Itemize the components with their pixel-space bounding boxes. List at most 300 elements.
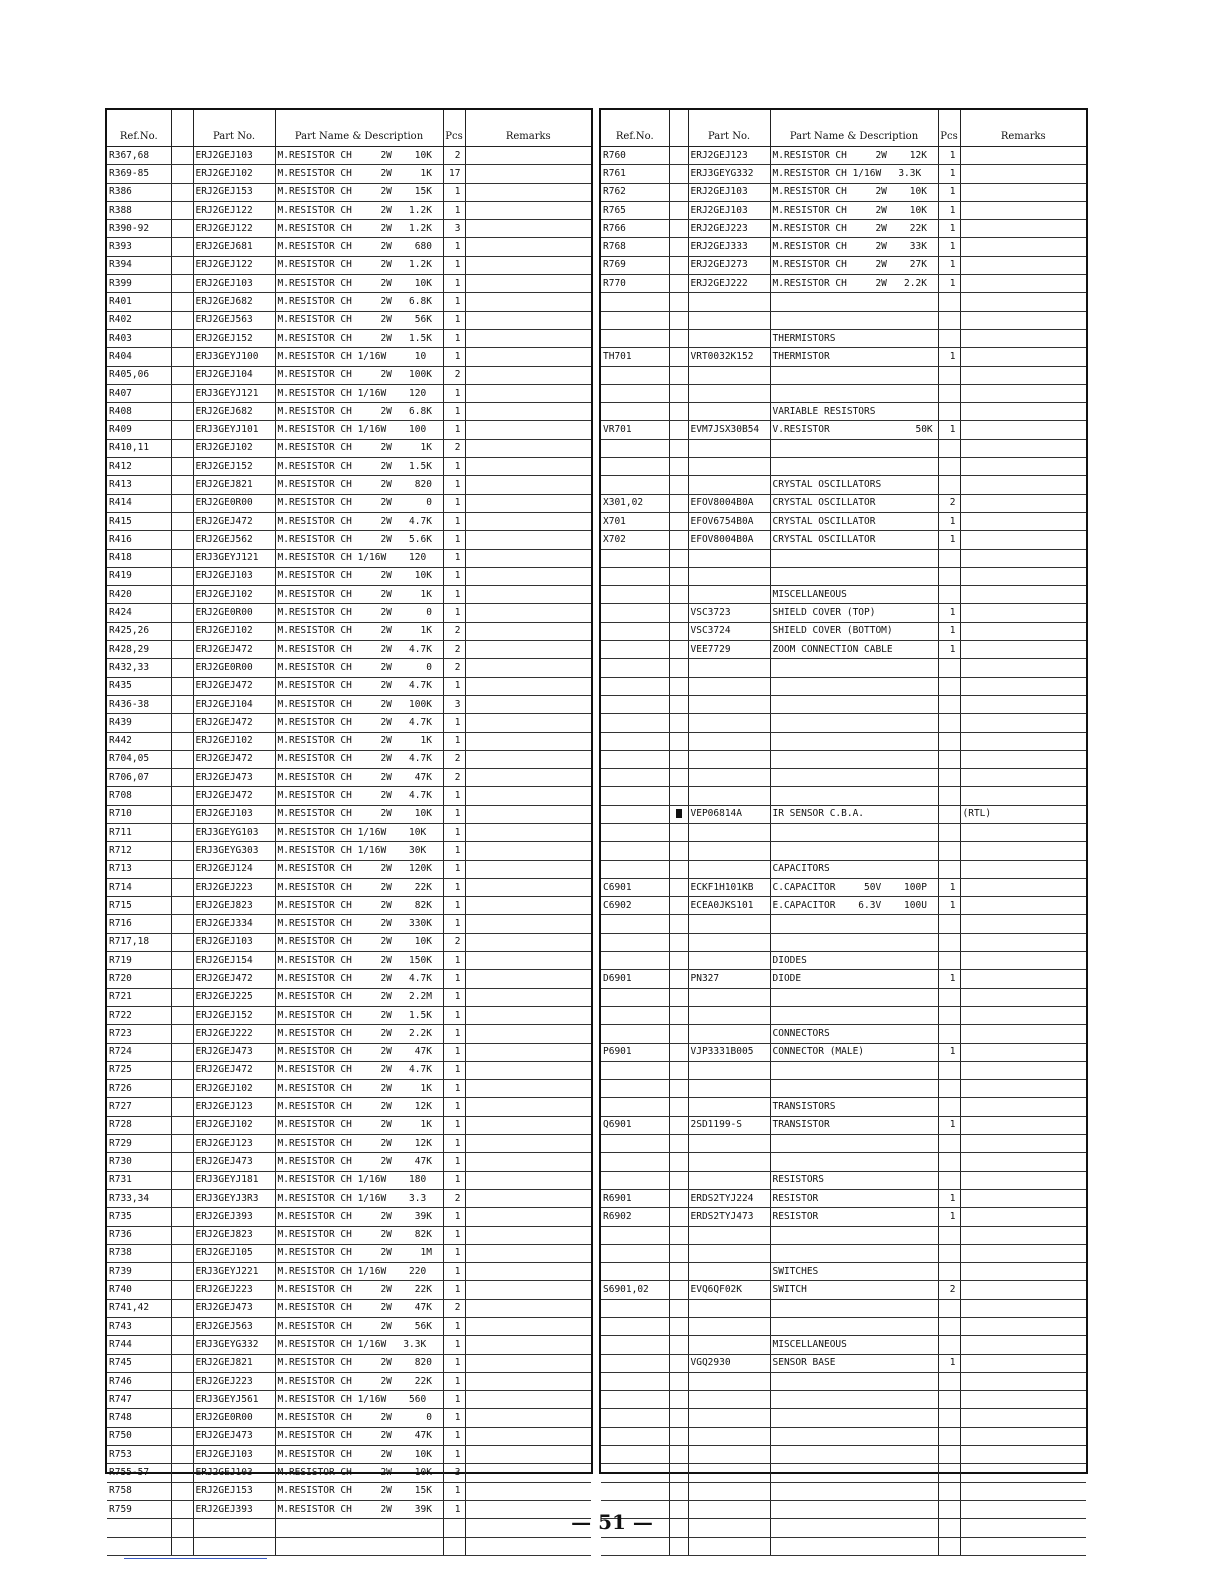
cell-part-no: ERJ2GEJ823: [193, 1226, 275, 1244]
cell-mark: [171, 1025, 193, 1043]
cell-pcs: [938, 988, 960, 1006]
table-row: [601, 1080, 1086, 1098]
cell-description: M.RESISTOR CH 2W 56K: [275, 311, 443, 329]
cell-description: M.RESISTOR CH 1/16W 560: [275, 1391, 443, 1409]
cell-remarks: [465, 384, 591, 402]
cell-part-no: ERJ2GEJ154: [193, 952, 275, 970]
cell-part-no: [688, 329, 770, 347]
cell-mark: [669, 915, 688, 933]
table-row: [107, 1281, 591, 1299]
table-row: [601, 1409, 1086, 1427]
cell-mark: [669, 1208, 688, 1226]
cell-pcs: 1: [443, 878, 465, 896]
cell-mark: [171, 1318, 193, 1336]
cell-ref-no: R432,33: [107, 659, 171, 677]
cell-ref-no: [601, 842, 669, 860]
cell-description: M.RESISTOR CH 2W 22K: [770, 220, 938, 238]
cell-mark: [171, 842, 193, 860]
cell-pcs: [938, 293, 960, 311]
cell-pcs: [938, 1025, 960, 1043]
cell-remarks: [960, 970, 1086, 988]
cell-part-no: ERJ2GEJ223: [688, 220, 770, 238]
cell-ref-no: R720: [107, 970, 171, 988]
cell-part-no: ERJ2GE0R00: [193, 604, 275, 622]
cell-ref-no: R412: [107, 458, 171, 476]
cell-description: M.RESISTOR CH 2W 1M: [275, 1244, 443, 1262]
cell-ref-no: [601, 769, 669, 787]
cell-mark: [171, 256, 193, 274]
cell-mark: [669, 805, 688, 823]
table-row: [601, 238, 1086, 256]
cell-ref-no: R728: [107, 1116, 171, 1134]
cell-pcs: [938, 1537, 960, 1555]
cell-description: M.RESISTOR CH 2W 22K: [275, 878, 443, 896]
cell-ref-no: [601, 860, 669, 878]
cell-part-no: VEE7729: [688, 641, 770, 659]
cell-ref-no: [601, 750, 669, 768]
cell-part-no: ERJ2GEJ472: [193, 512, 275, 530]
cell-pcs: 1: [938, 256, 960, 274]
table-row: [601, 275, 1086, 293]
cell-ref-no: C6902: [601, 897, 669, 915]
cell-pcs: [938, 769, 960, 787]
cell-description: M.RESISTOR CH 2W 4.7K: [275, 1061, 443, 1079]
cell-description: M.RESISTOR CH 2W 47K: [275, 1299, 443, 1317]
cell-mark: [171, 293, 193, 311]
cell-part-no: EFOV8004B0A: [688, 494, 770, 512]
cell-pcs: 2: [938, 494, 960, 512]
cell-ref-no: [601, 952, 669, 970]
cell-remarks: [465, 586, 591, 604]
cell-remarks: [960, 293, 1086, 311]
cell-pcs: 1: [443, 1116, 465, 1134]
cell-description: M.RESISTOR CH 2W 82K: [275, 1226, 443, 1244]
cell-description: [770, 842, 938, 860]
cell-remarks: [960, 1043, 1086, 1061]
cell-ref-no: R760: [601, 147, 669, 165]
table-row: [107, 348, 591, 366]
cell-description: M.RESISTOR CH 2W 10K: [275, 933, 443, 951]
cell-pcs: 3: [443, 1464, 465, 1482]
cell-mark: [171, 1244, 193, 1262]
cell-part-no: [688, 750, 770, 768]
cell-ref-no: R770: [601, 275, 669, 293]
table-row: [107, 494, 591, 512]
cell-part-no: ERJ2GEJ102: [193, 1080, 275, 1098]
cell-remarks: [960, 860, 1086, 878]
cell-mark: [669, 147, 688, 165]
cell-remarks: [960, 842, 1086, 860]
cell-description: M.RESISTOR CH 2W 10K: [275, 567, 443, 585]
cell-pcs: 2: [443, 622, 465, 640]
cell-remarks: [960, 238, 1086, 256]
cell-pcs: 1: [443, 256, 465, 274]
cell-part-no: ERJ2GEJ222: [688, 275, 770, 293]
cell-mark: [171, 238, 193, 256]
cell-remarks: [465, 311, 591, 329]
cell-remarks: [465, 293, 591, 311]
cell-part-no: ERJ2GE0R00: [193, 494, 275, 512]
table-row: [107, 769, 591, 787]
cell-mark: [171, 384, 193, 402]
table-row: [601, 1189, 1086, 1207]
cell-part-no: ERJ2GEJ273: [688, 256, 770, 274]
cell-mark: [171, 1391, 193, 1409]
cell-mark: [669, 348, 688, 366]
table-row: [601, 366, 1086, 384]
cell-mark: [171, 586, 193, 604]
cell-remarks: [465, 823, 591, 841]
cell-description: [770, 933, 938, 951]
cell-description: M.RESISTOR CH 2W 4.7K: [275, 970, 443, 988]
cell-ref-no: R408: [107, 403, 171, 421]
cell-part-no: ERJ3GEYJ561: [193, 1391, 275, 1409]
cell-mark: [171, 1446, 193, 1464]
cell-part-no: ERJ2GEJ562: [193, 531, 275, 549]
cell-description: [770, 458, 938, 476]
cell-remarks: [960, 549, 1086, 567]
cell-mark: [171, 769, 193, 787]
cell-remarks: [465, 458, 591, 476]
cell-remarks: [960, 1336, 1086, 1354]
cell-ref-no: [601, 1372, 669, 1390]
cell-ref-no: [601, 622, 669, 640]
cell-pcs: [938, 1482, 960, 1500]
table-row: [601, 842, 1086, 860]
cell-mark: [171, 183, 193, 201]
cell-description: [770, 1135, 938, 1153]
cell-part-no: ERJ2GEJ103: [193, 1464, 275, 1482]
table-row: [107, 677, 591, 695]
cell-mark: [171, 897, 193, 915]
table-row: [107, 1244, 591, 1262]
cell-ref-no: R741,42: [107, 1299, 171, 1317]
cell-remarks: [465, 1226, 591, 1244]
cell-description: M.RESISTOR CH 2W 4.7K: [275, 750, 443, 768]
cell-pcs: 1: [443, 384, 465, 402]
cell-mark: [171, 988, 193, 1006]
cell-mark: [171, 1299, 193, 1317]
table-row: [107, 183, 591, 201]
cell-pcs: [938, 1244, 960, 1262]
cell-ref-no: [601, 476, 669, 494]
cell-ref-no: [601, 1427, 669, 1445]
cell-part-no: [688, 586, 770, 604]
cell-remarks: [465, 714, 591, 732]
cell-remarks: [960, 1098, 1086, 1116]
cell-description: [770, 549, 938, 567]
cell-pcs: [938, 842, 960, 860]
table-row: [107, 842, 591, 860]
cell-remarks: [960, 476, 1086, 494]
cell-pcs: [938, 458, 960, 476]
table-row: [601, 201, 1086, 219]
cell-description: CRYSTAL OSCILLATORS: [770, 476, 938, 494]
cell-pcs: 1: [443, 787, 465, 805]
cell-part-no: ERJ2GEJ473: [193, 1043, 275, 1061]
cell-part-no: [688, 1171, 770, 1189]
cell-part-no: VGQ2930: [688, 1354, 770, 1372]
cell-ref-no: R711: [107, 823, 171, 841]
cell-pcs: 1: [938, 421, 960, 439]
cell-part-no: [688, 1006, 770, 1024]
cell-mark: [171, 970, 193, 988]
cell-pcs: [938, 823, 960, 841]
cell-ref-no: [601, 549, 669, 567]
cell-part-no: ERJ2GEJ122: [193, 220, 275, 238]
cell-description: [770, 988, 938, 1006]
table-row: [107, 439, 591, 457]
table-row: [601, 915, 1086, 933]
cell-description: [770, 1427, 938, 1445]
cell-ref-no: R730: [107, 1153, 171, 1171]
cell-mark: [669, 165, 688, 183]
cell-pcs: [938, 1372, 960, 1390]
cell-remarks: [465, 494, 591, 512]
cell-part-no: ERJ2GEJ153: [193, 183, 275, 201]
cell-remarks: [465, 1446, 591, 1464]
cell-ref-no: [601, 384, 669, 402]
cell-pcs: 1: [443, 403, 465, 421]
cell-mark: [669, 1354, 688, 1372]
cell-ref-no: R414: [107, 494, 171, 512]
cell-description: C.CAPACITOR 50V 100P: [770, 878, 938, 896]
cell-pcs: 1: [938, 531, 960, 549]
table-row: [107, 1446, 591, 1464]
cell-ref-no: R442: [107, 732, 171, 750]
cell-ref-no: [601, 1446, 669, 1464]
cell-ref-no: R369-85: [107, 165, 171, 183]
cell-mark: [669, 1153, 688, 1171]
cell-part-no: ERJ2GEJ472: [193, 714, 275, 732]
cell-pcs: 1: [938, 1354, 960, 1372]
cell-mark: [669, 604, 688, 622]
cell-ref-no: R404: [107, 348, 171, 366]
cell-pcs: [938, 732, 960, 750]
cell-mark: [669, 714, 688, 732]
cell-part-no: [688, 1409, 770, 1427]
cell-ref-no: R390-92: [107, 220, 171, 238]
cell-mark: [669, 750, 688, 768]
cell-description: M.RESISTOR CH 2W 10K: [275, 147, 443, 165]
cell-mark: [669, 677, 688, 695]
cell-ref-no: R394: [107, 256, 171, 274]
cell-remarks: [960, 1537, 1086, 1555]
cell-ref-no: R762: [601, 183, 669, 201]
cell-ref-no: [601, 659, 669, 677]
important-part-marker-icon: [676, 809, 682, 818]
cell-remarks: [960, 1372, 1086, 1390]
cell-pcs: 3: [443, 695, 465, 713]
cell-remarks: [960, 695, 1086, 713]
cell-description: DIODES: [770, 952, 938, 970]
cell-part-no: ERJ2GEJ473: [193, 1299, 275, 1317]
cell-part-no: ERJ2GEJ102: [193, 586, 275, 604]
cell-pcs: [938, 567, 960, 585]
cell-ref-no: R6901: [601, 1189, 669, 1207]
table-row: [107, 622, 591, 640]
cell-ref-no: [601, 604, 669, 622]
cell-ref-no: [601, 915, 669, 933]
cell-part-no: EFOV8004B0A: [688, 531, 770, 549]
cell-mark: [669, 1318, 688, 1336]
parts-table-right: [599, 108, 1088, 1474]
cell-remarks: [960, 147, 1086, 165]
table-row: [601, 641, 1086, 659]
cell-remarks: [960, 201, 1086, 219]
cell-part-no: ERJ2GEJ823: [193, 897, 275, 915]
cell-mark: [171, 1061, 193, 1079]
cell-mark: [171, 823, 193, 841]
cell-mark: [669, 311, 688, 329]
cell-remarks: [465, 531, 591, 549]
cell-mark: [669, 952, 688, 970]
cell-mark: [669, 970, 688, 988]
cell-part-no: ERJ3GEYJ221: [193, 1263, 275, 1281]
cell-remarks: [465, 1372, 591, 1390]
cell-mark: [669, 238, 688, 256]
header-pcs: Pcs: [443, 110, 465, 147]
cell-part-no: [688, 1098, 770, 1116]
cell-part-no: ERJ2GEJ105: [193, 1244, 275, 1262]
table-row: [601, 1061, 1086, 1079]
cell-part-no: [688, 366, 770, 384]
cell-mark: [669, 586, 688, 604]
cell-ref-no: R753: [107, 1446, 171, 1464]
cell-pcs: [938, 659, 960, 677]
cell-part-no: ERJ2GEJ222: [193, 1025, 275, 1043]
cell-mark: [171, 421, 193, 439]
cell-ref-no: R719: [107, 952, 171, 970]
cell-remarks: [465, 952, 591, 970]
cell-ref-no: [601, 458, 669, 476]
cell-part-no: ERJ2GEJ152: [193, 458, 275, 476]
cell-remarks: [960, 769, 1086, 787]
cell-ref-no: [601, 1061, 669, 1079]
cell-pcs: [938, 933, 960, 951]
cell-pcs: 1: [938, 220, 960, 238]
cell-remarks: [960, 165, 1086, 183]
cell-part-no: ERJ2GEJ472: [193, 787, 275, 805]
cell-part-no: ERJ2GEJ102: [193, 439, 275, 457]
cell-pcs: 2: [443, 147, 465, 165]
cell-part-no: ERJ2GEJ103: [193, 275, 275, 293]
cell-mark: [669, 549, 688, 567]
table-row: [601, 329, 1086, 347]
cell-ref-no: R416: [107, 531, 171, 549]
cell-description: M.RESISTOR CH 2W 2.2K: [275, 1025, 443, 1043]
cell-remarks: [960, 1427, 1086, 1445]
cell-ref-no: X301,02: [601, 494, 669, 512]
table-row: [107, 238, 591, 256]
cell-mark: [171, 1336, 193, 1354]
cell-description: V.RESISTOR 50K: [770, 421, 938, 439]
cell-pcs: [938, 860, 960, 878]
table-row: [107, 403, 591, 421]
cell-remarks: [960, 1116, 1086, 1134]
cell-pcs: 1: [443, 823, 465, 841]
cell-ref-no: R415: [107, 512, 171, 530]
cell-remarks: [960, 1025, 1086, 1043]
cell-pcs: 1: [938, 622, 960, 640]
cell-mark: [171, 348, 193, 366]
cell-remarks: [465, 1171, 591, 1189]
header-ref-no: Ref.No.: [107, 110, 171, 147]
cell-ref-no: R765: [601, 201, 669, 219]
cell-remarks: [960, 988, 1086, 1006]
cell-remarks: [465, 1135, 591, 1153]
cell-ref-no: R367,68: [107, 147, 171, 165]
cell-mark: [669, 860, 688, 878]
table-row: [601, 1098, 1086, 1116]
cell-description: ZOOM CONNECTION CABLE: [770, 641, 938, 659]
cell-ref-no: R420: [107, 586, 171, 604]
cell-pcs: 2: [443, 1299, 465, 1317]
cell-ref-no: R758: [107, 1482, 171, 1500]
table-row: [601, 1446, 1086, 1464]
cell-ref-no: [601, 1409, 669, 1427]
cell-remarks: [960, 439, 1086, 457]
cell-ref-no: R717,18: [107, 933, 171, 951]
cell-remarks: [960, 1464, 1086, 1482]
table-row: [107, 586, 591, 604]
cell-description: M.RESISTOR CH 1/16W 3.3: [275, 1189, 443, 1207]
cell-pcs: 1: [443, 348, 465, 366]
cell-mark: [171, 1372, 193, 1390]
cell-part-no: ERJ3GEYG332: [193, 1336, 275, 1354]
table-row: [107, 1080, 591, 1098]
cell-remarks: [960, 1006, 1086, 1024]
cell-description: M.RESISTOR CH 2W 2.2K: [770, 275, 938, 293]
cell-pcs: [938, 1006, 960, 1024]
table-row: [107, 567, 591, 585]
cell-remarks: [465, 329, 591, 347]
cell-pcs: [938, 952, 960, 970]
cell-description: [770, 1299, 938, 1317]
cell-pcs: 2: [443, 659, 465, 677]
cell-description: [770, 1153, 938, 1171]
cell-mark: [669, 1427, 688, 1445]
cell-description: M.RESISTOR CH 2W 12K: [275, 1135, 443, 1153]
table-row: [601, 1299, 1086, 1317]
cell-mark: [669, 1135, 688, 1153]
cell-mark: [669, 384, 688, 402]
cell-pcs: 1: [443, 1006, 465, 1024]
cell-ref-no: R725: [107, 1061, 171, 1079]
cell-remarks: [960, 275, 1086, 293]
cell-ref-no: R738: [107, 1244, 171, 1262]
cell-remarks: [465, 1080, 591, 1098]
cell-mark: [669, 1372, 688, 1390]
cell-mark: [669, 220, 688, 238]
cell-pcs: 2: [443, 769, 465, 787]
table-row: [601, 769, 1086, 787]
table-row: [601, 220, 1086, 238]
cell-description: CRYSTAL OSCILLATOR: [770, 531, 938, 549]
cell-remarks: [465, 275, 591, 293]
cell-ref-no: R733,34: [107, 1189, 171, 1207]
cell-description: [770, 659, 938, 677]
cell-pcs: 1: [938, 238, 960, 256]
cell-description: M.RESISTOR CH 2W 82K: [275, 897, 443, 915]
cell-ref-no: [601, 641, 669, 659]
cell-part-no: EFOV6754B0A: [688, 512, 770, 530]
cell-ref-no: C6901: [601, 878, 669, 896]
cell-part-no: ERJ2GEJ473: [193, 1427, 275, 1445]
cell-remarks: [465, 1537, 591, 1555]
cell-mark: [669, 567, 688, 585]
table-row: [601, 476, 1086, 494]
